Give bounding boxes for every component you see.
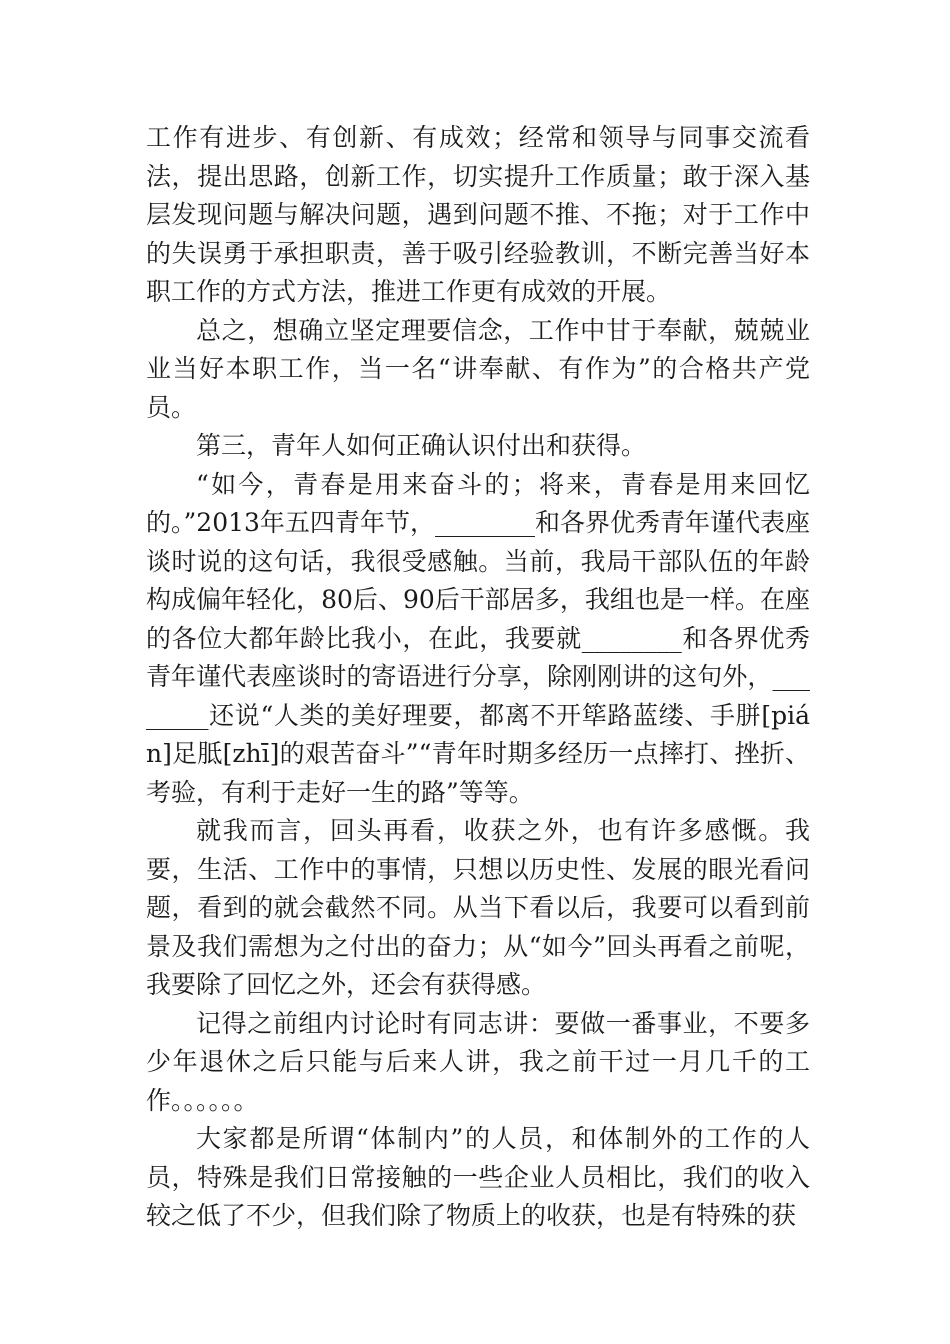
paragraph-1: 工作有进步、有创新、有成效；经常和领导与同事交流看法，提出思路，创新工作，切实提升工作质量；敢于深入基层发现问题与解决问题，遇到问题不推、不拖；对于工作中的失误勇于承担职责，善于吸引经验教训，不断完善当好本职工作的方式方法，推进工作更有成效的开展。 bbox=[146, 123, 810, 306]
paragraph-5: 就我而言，回头再看，收获之外，也有许多感慨。我要，生活、工作中的事情，只想以历史性、发展的眼光看问题，看到的就会截然不同。从当下看以后，我要可以看到前景及我们需想为之付出的奋力；从“如今”回头再看之前呢，我要除了回忆之外，还会有获得感。 bbox=[146, 816, 810, 999]
paragraph-7: 大家都是所谓“体制内”的人员，和体制外的工作的人员，特殊是我们日常接触的一些企业人员相比，我们的收入较之低了不少，但我们除了物质上的收获，也是有特殊的获 bbox=[146, 1124, 810, 1230]
paragraph-4: “如今，青春是用来奋斗的；将来，青春是用来回忆的。”2013年五四青年节，________和各界优秀青年谨代表座谈时说的这句话，我很受感触。当前，我局干部队伍的年龄构成偏年轻化，80后、90后干部居多，我组也是一样。在座的各位大都年龄比我小，在此，我要就________和各界优秀青年谨代表座谈时的寄语进行分享，除刚刚讲的这句外，________还说“人类的美好理要，都离不开筚路蓝缕、手胼[piá n]足胝[zhī]的艰苦奋斗”“青年时期多经历一点摔打、挫折、考验，有利于走好一生的路”等等。 bbox=[146, 469, 810, 807]
paragraph-6: 记得之前组内讨论时有同志讲：要做一番事业，不要多少年退休之后只能与后来人讲，我之前干过一月几千的工作。。。。。。 bbox=[146, 1008, 810, 1115]
document-page bbox=[146, 119, 810, 1236]
paragraph-3: 第三，青年人如何正确认识付出和获得。 bbox=[196, 431, 647, 460]
paragraph-2: 总之，想确立坚定理要信念，工作中甘于奉献，兢兢业业当好本职工作，当一名“讲奉献、有作为”的合格共产党员。 bbox=[146, 315, 810, 422]
